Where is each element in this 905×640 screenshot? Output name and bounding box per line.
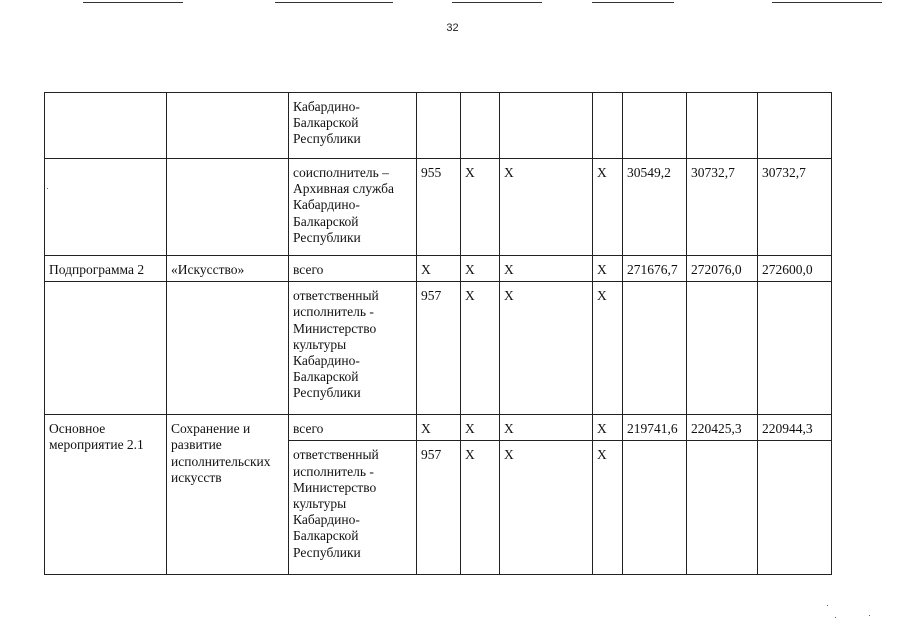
- x-cell: X: [593, 415, 623, 441]
- budget-table: [44, 92, 832, 575]
- executor-cell: всего: [289, 256, 417, 282]
- program-cell: [45, 282, 167, 415]
- value-cell: [687, 282, 758, 415]
- value-cell: 30549,2: [623, 159, 687, 256]
- title-cell: «Искусство»: [167, 256, 289, 282]
- executor-cell: соисполнитель – Архивная служба Кабардино-Балкарской Республики: [289, 159, 417, 256]
- code-cell: X: [417, 256, 461, 282]
- value-cell: [623, 441, 687, 575]
- code-cell: X: [417, 415, 461, 441]
- value-cell: [687, 93, 758, 159]
- value-cell: 272076,0: [687, 256, 758, 282]
- table-row: [45, 256, 832, 282]
- value-cell: 30732,7: [758, 159, 832, 256]
- x-cell: X: [500, 441, 593, 575]
- value-cell: [623, 282, 687, 415]
- top-rule-4: [592, 2, 674, 3]
- value-cell: [687, 441, 758, 575]
- value-cell: 272600,0: [758, 256, 832, 282]
- x-cell: X: [593, 159, 623, 256]
- value-cell: [758, 441, 832, 575]
- x-cell: X: [500, 415, 593, 441]
- program-cell: Основное мероприятие 2.1: [45, 415, 167, 575]
- value-cell: [623, 93, 687, 159]
- title-cell: [167, 159, 289, 256]
- x-cell: X: [593, 441, 623, 575]
- title-cell: [167, 282, 289, 415]
- value-cell: 271676,7: [623, 256, 687, 282]
- title-cell: Сохранение и развитие исполнительских искусств: [167, 415, 289, 575]
- value-cell: 220944,3: [758, 415, 832, 441]
- x-cell: X: [461, 256, 500, 282]
- x-cell: X: [500, 256, 593, 282]
- executor-cell: ответственный исполнитель - Министерство культуры Кабардино-Балкарской Республики: [289, 441, 417, 575]
- code-cell: 955: [417, 159, 461, 256]
- x-cell: X: [593, 256, 623, 282]
- executor-cell: Кабардино-Балкарской Республики: [289, 93, 417, 159]
- scan-speck: ·: [46, 183, 49, 193]
- page-number: 32: [446, 22, 459, 34]
- value-cell: [758, 93, 832, 159]
- code-cell: [417, 93, 461, 159]
- x-cell: X: [461, 441, 500, 575]
- value-cell: [758, 282, 832, 415]
- table-row: [45, 93, 832, 159]
- table-row: [45, 159, 832, 256]
- scan-speck: ·: [834, 612, 837, 622]
- x-cell: X: [461, 282, 500, 415]
- top-rule-5: [772, 2, 882, 3]
- value-cell: 30732,7: [687, 159, 758, 256]
- x-cell: X: [593, 282, 623, 415]
- code-cell: 957: [417, 441, 461, 575]
- scan-speck: ·: [868, 610, 871, 620]
- table-row: [45, 282, 832, 415]
- scan-speck: ·: [826, 600, 829, 610]
- top-rule-2: [275, 2, 393, 3]
- code-cell: 957: [417, 282, 461, 415]
- x-cell: [500, 93, 593, 159]
- value-cell: 220425,3: [687, 415, 758, 441]
- top-rule-3: [452, 2, 542, 3]
- x-cell: X: [500, 159, 593, 256]
- program-cell: [45, 93, 167, 159]
- executor-cell: ответственный исполнитель - Министерство культуры Кабардино-Балкарской Республики: [289, 282, 417, 415]
- program-cell: [45, 159, 167, 256]
- x-cell: X: [461, 415, 500, 441]
- title-cell: [167, 93, 289, 159]
- value-cell: 219741,6: [623, 415, 687, 441]
- executor-cell: всего: [289, 415, 417, 441]
- top-rule-1: [83, 2, 183, 3]
- x-cell: X: [500, 282, 593, 415]
- program-cell: Подпрограмма 2: [45, 256, 167, 282]
- x-cell: X: [461, 159, 500, 256]
- x-cell: [461, 93, 500, 159]
- x-cell: [593, 93, 623, 159]
- table-row: [45, 415, 832, 441]
